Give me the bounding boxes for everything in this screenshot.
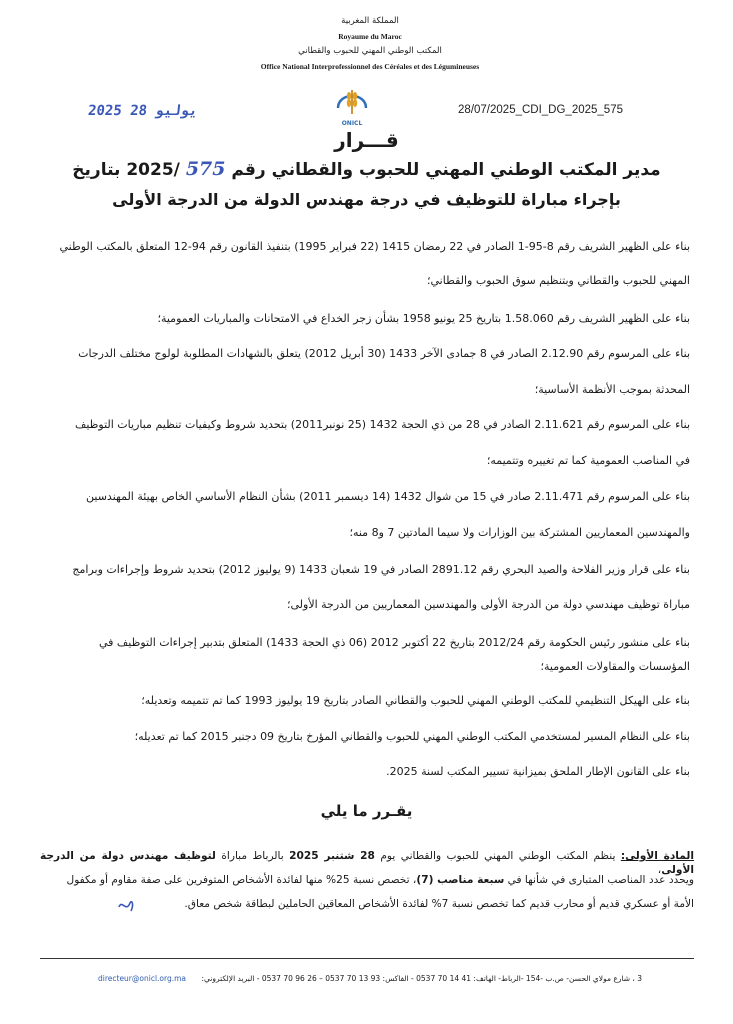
preamble-line: مباراة توظيف مهندسي دولة من الدرجة الأولى والمهندسين المعماريين من الدرجة الأولى؛ (287, 598, 690, 611)
preamble-line: بناء على القانون الإطار الملحق بميزانية تسيير المكتب لسنة 2025. (386, 765, 690, 778)
onicl-logo-icon (330, 80, 374, 124)
footer-email[interactable]: directeur@onicl.org.ma (98, 974, 186, 983)
preamble-line: بناء على الظهير الشريف رقم 8-95-1 الصادر في 22 رمضان 1415 (22 فبراير 1995) بتنفيذ القانون رقم 94-12 المتعلق بالمكتب الوطني (59, 240, 690, 253)
decision-title-line2: بإجراء مباراة للتوظيف في درجة مهندس الدولة من الدرجة الأولى (112, 190, 621, 209)
preamble-line: في المناصب العمومية كما تم تغييره وتتميمه؛ (486, 454, 690, 467)
article1-text: ، تخصص نسبة 25% منها لفائدة الأشخاص المتوفرين على صفة مقاوم أو مكفول (66, 874, 417, 886)
footer-address: 3 ، شارع مولاي الحسن- ص.ب -154 -الرباط- الهاتف: 41 14 70 0537 - الفاكس: 93 13 70 0537 – 26 96 70 0537 - البريد الإلكتروني: (201, 974, 642, 983)
preamble-line: والمهندسين المعماريين المشتركة بين الوزارات ولا سيما المادتين 7 و8 منه؛ (349, 526, 690, 539)
article1-text: بالرباط مباراة (215, 850, 290, 862)
letterhead (200, 14, 540, 74)
preamble-line: المؤسسات والمقاولات العمومية؛ (540, 660, 690, 673)
decision-title-line1 (40, 158, 693, 180)
article1-position: لتوظيف مهندس دولة من الدرجة الأولى (40, 850, 694, 876)
article1-count: سبعة مناصب (7) (416, 874, 505, 886)
article1-line3: الأمة أو عسكري قديم أو محارب قديم كما تخصص نسبة 7% لفائدة الأشخاص المعاقين الحاملين لبطاقة شخص معاق. (184, 898, 694, 910)
date-stamp: 2025 يوليو 28 (87, 103, 199, 119)
preamble-line: بناء على المرسوم رقم 2.11.621 الصادر في 28 من ذي الحجة 1432 (25 نونبر2011) بتحديد شروط وكيفيات تنظيم مباريات التوظيف (74, 418, 690, 431)
title-part-a: مدير المكتب الوطني المهني للحبوب والقطاني رقم (231, 160, 661, 180)
preamble-line: بناء على قرار وزير الفلاحة والصيد البحري رقم 2891.12 الصادر في 19 شعبان 1433 (9 يوليوز 2012) بتحديد شروط وإجراءات وبرامج (72, 563, 690, 576)
kingdom-french: Royaume du Maroc (338, 32, 402, 41)
footer-divider (40, 958, 694, 959)
preamble-line: بناء على النظام المسير لمستخدمي المكتب الوطني المهني للحبوب والقطاني المؤرخ بتاريخ 09 دجنبر 2015 كما تم تعديله؛ (134, 730, 690, 743)
preamble-line: بناء على الهيكل التنظيمي للمكتب الوطني المهني للحبوب والقطاني الصادر بتاريخ 19 يوليوز 1993 كما تم تتميمه وتعديله؛ (141, 694, 690, 707)
preamble-line: بناء على المرسوم رقم 2.11.471 صادر في 15 من شوال 1432 (14 ديسمبر 2011) بشأن النظام الأساسي الخاص بهيئة المهندسين (86, 490, 690, 503)
article1-label: المادة الأولى: (620, 850, 694, 862)
preamble-line: بناء على منشور رئيس الحكومة رقم 2012/24 بتاريخ 22 أكتوبر 2012 (06 ذي الحجة 1433) المتعلق بتدبير إجراءات التوظيف في (98, 636, 690, 649)
preamble-line: بناء على المرسوم رقم 2.12.90 الصادر في 8 جمادى الآخر 1433 (30 أبريل 2012) يتعلق بالشهادات المطلوبة لولوج مختلف الدرجات (78, 347, 690, 360)
office-french: Office National Interprofessionnel des Céréales et des Légumineuses (260, 62, 480, 71)
article1-line2 (40, 873, 694, 887)
article1-text: ينظم المكتب الوطني المهني للحبوب والقطاني يوم (374, 850, 621, 862)
decision-heading: قـــرار (334, 128, 399, 152)
title-part-b: /2025 بتاريخ (72, 160, 180, 180)
article1-text: ويحدد عدد المناصب المتبارى في شأنها في (504, 874, 694, 886)
initials-mark-icon (116, 895, 138, 917)
preamble-line: المهني للحبوب والقطاني وبتنظيم سوق الحبوب والقطاني؛ (426, 274, 690, 287)
kingdom-arabic: المملكة المغربية (341, 16, 399, 26)
article1-text: ، (657, 864, 662, 876)
ruling-heading: يقـرر ما يلي (320, 802, 413, 820)
preamble-line: المحدثة بموجب الأنظمة الأساسية؛ (534, 383, 690, 396)
logo-label: ONICL (341, 120, 363, 127)
reference-number: 28/07/2025_CDI_DG_2025_575 (458, 104, 623, 116)
article1-date: 28 شتنبر 2025 (289, 850, 375, 862)
office-arabic: المكتب الوطني المهني للحبوب والقطاني (298, 46, 442, 56)
preamble-line: بناء على الظهير الشريف رقم 1.58.060 بتاريخ 25 يونيو 1958 بشأن زجر الخداع في الامتحانات والمباريات العمومية؛ (157, 312, 690, 325)
handwritten-number: 575 (185, 158, 226, 180)
